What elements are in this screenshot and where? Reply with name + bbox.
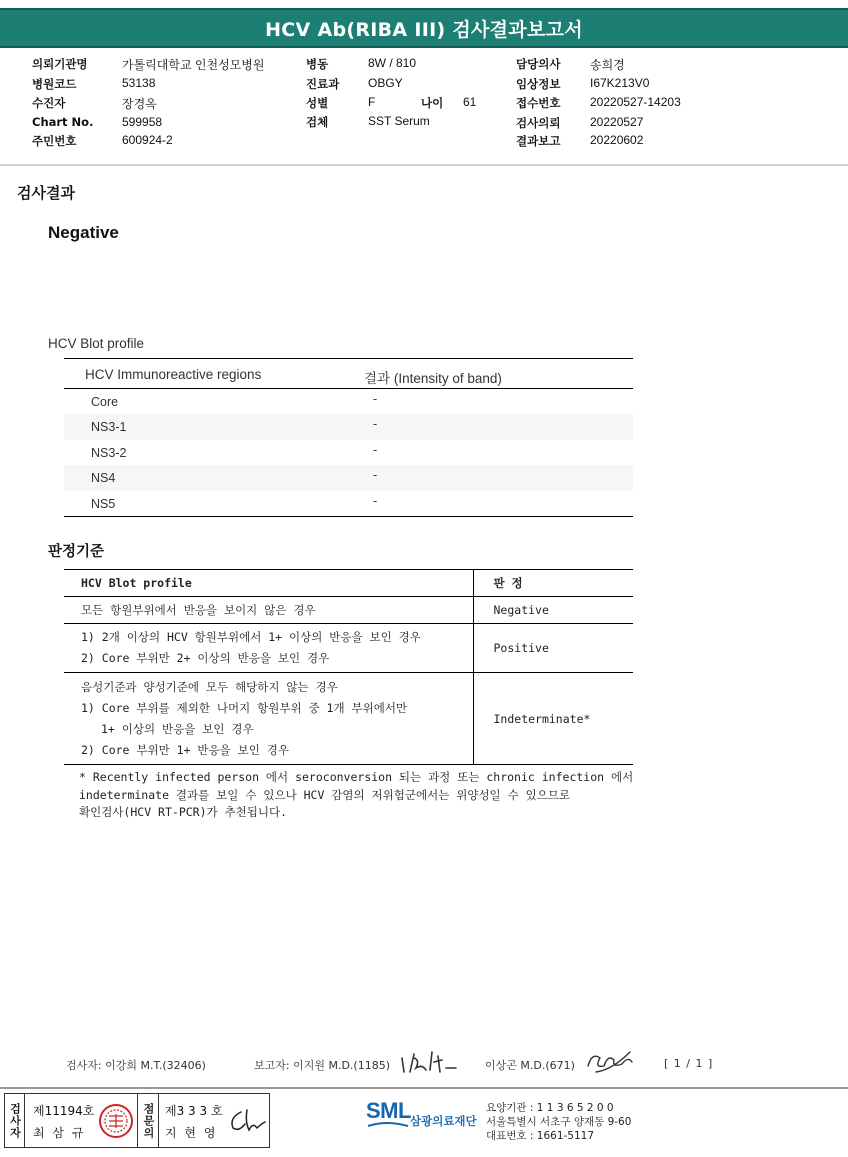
criteria-header-judgement: 판 정 (473, 570, 633, 597)
value-ward: 8W / 810 (368, 56, 417, 70)
value-specimen: SST Serum (368, 114, 430, 128)
blot-intensity: - (373, 392, 378, 406)
criteria-title: 판정기준 (48, 544, 105, 560)
info-separator (0, 164, 848, 166)
table-row (64, 414, 633, 439)
criteria-line: 2) Core 부위만 1+ 반응을 보인 경우 (81, 742, 290, 757)
second-signature-line: 이상곤 M.D.(671) (485, 1059, 575, 1072)
label-department: 진료과 (306, 77, 340, 91)
license-box (4, 1093, 270, 1148)
specialist-vertical-text: 점문의 (142, 1102, 155, 1139)
label-age: 나이 (421, 96, 444, 110)
report-title: HCV Ab(RIBA III) 검사결과보고서 (265, 18, 583, 41)
label-specimen: 검체 (306, 115, 329, 129)
label-chart-no: Chart No. (32, 115, 94, 129)
specialist-signature-image (225, 1104, 267, 1138)
value-report-date: 20220602 (590, 133, 644, 147)
criteria-desc (64, 673, 473, 765)
patient-info (0, 0, 848, 160)
table-row (64, 440, 633, 465)
blot-table-header (64, 359, 633, 389)
org-info (486, 1101, 631, 1143)
criteria-line: 1+ 이상의 반응을 보인 경우 (101, 721, 254, 736)
criteria-note (79, 769, 644, 822)
label-resident-no: 주민번호 (32, 134, 77, 148)
criteria-desc (64, 597, 473, 624)
page-indicator: [ 1 / 1 ] (664, 1057, 714, 1070)
license-name-2: 지 현 영 (165, 1126, 218, 1140)
criteria-line: 모든 항원부위에서 반응을 보이지 않은 경우 (81, 603, 316, 617)
criteria-judgement: Negative (473, 597, 633, 624)
blot-region: NS4 (91, 471, 116, 486)
criteria-judgement: Positive (473, 624, 633, 673)
label-request-date: 검사의뢰 (516, 116, 561, 130)
license-number-1: 제11194호 (33, 1104, 95, 1118)
license-number-2: 제3 3 3 호 (165, 1104, 223, 1118)
blot-intensity: - (373, 442, 378, 457)
criteria-line: 2) Core 부위만 2+ 이상의 반응을 보인 경우 (81, 651, 330, 665)
value-institution: 가톨릭대학교 인천성모병원 (122, 58, 265, 72)
blot-header-region: HCV Immunoreactive regions (85, 367, 262, 382)
blot-table (64, 358, 633, 517)
label-hospital-code: 병원코드 (32, 77, 77, 91)
blot-intensity: - (373, 417, 378, 432)
reporter-signature-image (398, 1048, 460, 1076)
license-name-1: 최 삼 규 (33, 1126, 86, 1140)
value-department: OBGY (368, 76, 403, 90)
note-line: indeterminate 결과를 보일 수 있으나 HCV 감염의 저위험군에서는 위양성일 수 있으므로 (79, 787, 571, 802)
table-row (64, 465, 633, 490)
value-resident-no: 600924-2 (122, 133, 173, 147)
blot-intensity: - (373, 468, 378, 483)
value-receipt-no: 20220527-14203 (590, 95, 681, 109)
blot-region: Core (91, 395, 119, 409)
criteria-table (64, 569, 633, 765)
label-sex: 성별 (306, 96, 329, 110)
value-age: 61 (463, 95, 477, 109)
criteria-header-row (64, 570, 633, 597)
criteria-judgement: Indeterminate* (473, 673, 633, 765)
org-name: 삼광의료재단 (410, 1114, 477, 1128)
reporter-signature-line: 보고자: 이지원 M.D.(1185) (254, 1059, 390, 1072)
criteria-line: 1) 2개 이상의 HCV 항원부위에서 1+ 이상의 반응을 보인 경우 (81, 630, 421, 644)
blot-region: NS3-1 (91, 420, 127, 435)
label-receipt-no: 접수번호 (516, 96, 561, 110)
blot-region: NS3-2 (91, 445, 127, 460)
tester-vertical-text: 검사자 (8, 1102, 22, 1139)
red-seal-icon (97, 1102, 135, 1140)
criteria-line: 음성기준과 양성기준에 모두 해당하지 않는 경우 (81, 679, 338, 694)
org-info-line: 대표번호 : 1661-5117 (486, 1130, 595, 1142)
value-doctor: 송희경 (590, 58, 625, 72)
blot-intensity: - (373, 493, 378, 508)
note-line: * Recently infected person 에서 seroconversion 되는 과정 또는 chronic infection 에서 (79, 770, 634, 784)
label-clinical-info: 임상정보 (516, 77, 561, 91)
org-info-line: 요양기관 : 1 1 3 6 5 2 0 0 (486, 1102, 614, 1114)
value-patient: 장경옥 (122, 97, 157, 111)
label-report-date: 결과보고 (516, 134, 561, 148)
value-clinical-info: I67K213V0 (590, 76, 650, 90)
sml-logo-text: SML (366, 1098, 411, 1123)
result-value: Negative (48, 223, 119, 242)
tester-signature-line: 검사자: 이강희 M.T.(32406) (66, 1059, 206, 1072)
table-row (64, 491, 633, 516)
table-row (64, 389, 633, 414)
label-ward: 병동 (306, 57, 329, 71)
footer-separator (0, 1087, 848, 1089)
value-request-date: 20220527 (590, 115, 644, 129)
table-row (64, 597, 633, 624)
criteria-line: 1) Core 부위를 제외한 나머지 항원부위 중 1개 부위에서만 (81, 700, 408, 715)
org-info-line: 서울특별시 서초구 양재동 9-60 (486, 1116, 632, 1128)
logo-swoosh-icon (366, 1120, 410, 1130)
value-hospital-code: 53138 (122, 76, 156, 90)
tester-vertical-label (5, 1094, 25, 1147)
value-sex: F (368, 95, 376, 109)
label-doctor: 담당의사 (516, 57, 561, 71)
blot-header-intensity: 결과 (Intensity of band) (364, 371, 502, 386)
note-line: 확인검사(HCV RT-PCR)가 추천됩니다. (79, 805, 288, 819)
label-patient: 수진자 (32, 96, 66, 110)
label-institution: 의뢰기관명 (32, 57, 88, 71)
specialist-vertical-label (137, 1094, 159, 1147)
result-section-title: 검사결과 (17, 184, 75, 202)
blot-region: NS5 (91, 496, 116, 511)
second-signature-image (582, 1044, 638, 1076)
blot-caption: HCV Blot profile (48, 336, 145, 351)
table-row (64, 673, 633, 765)
criteria-desc (64, 624, 473, 673)
criteria-header-profile: HCV Blot profile (64, 570, 473, 597)
table-row (64, 624, 633, 673)
value-chart-no: 599958 (122, 115, 163, 129)
